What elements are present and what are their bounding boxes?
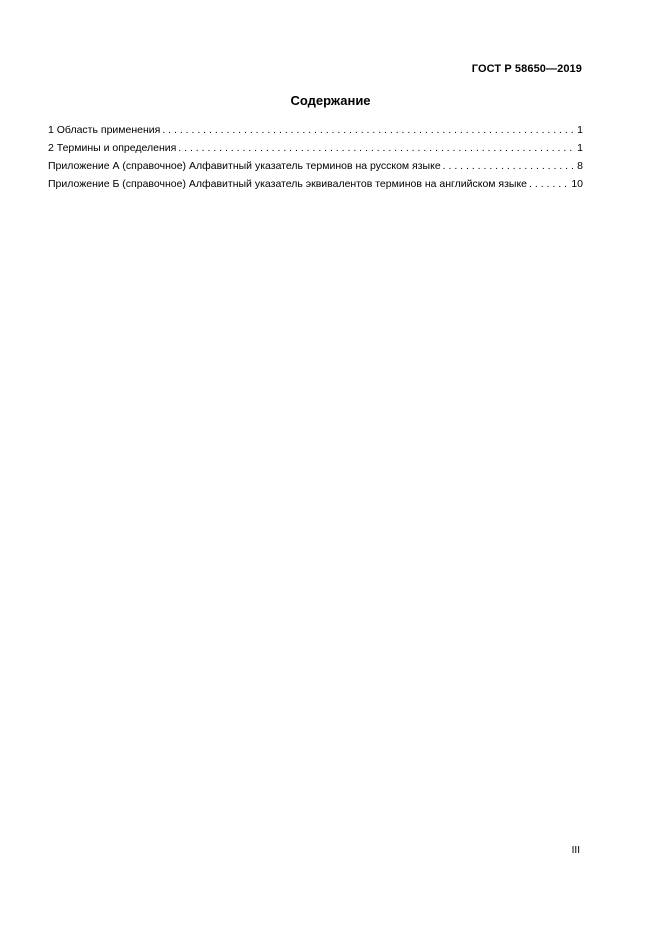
toc-dot-leader [443,157,577,175]
toc-entry-page: 1 [577,142,583,154]
toc-entry[interactable] [48,139,583,157]
toc-dot-leader [178,139,576,157]
toc-entry[interactable] [48,121,583,139]
toc-title: Содержание [290,93,371,108]
page-number: III [571,845,580,856]
toc-entry-text: 1 Область применения [48,124,161,136]
toc-entry[interactable] [48,175,583,193]
toc-dot-leader [162,121,576,139]
toc-dot-leader [529,175,570,193]
toc-entry-text: Приложение А (справочное) Алфавитный указатель терминов на русском языке [48,160,441,172]
document-code: ГОСТ Р 58650—2019 [471,63,582,75]
toc-entry-text: Приложение Б (справочное) Алфавитный указатель эквивалентов терминов на английском языке [48,178,528,190]
toc-entry-page: 8 [577,160,583,172]
toc-entry-page: 1 [577,124,583,136]
toc-entry-text: 2 Термины и определения [48,142,177,154]
toc-entry-page: 10 [571,178,583,190]
table-of-contents [48,121,583,193]
toc-entry[interactable] [48,157,583,175]
